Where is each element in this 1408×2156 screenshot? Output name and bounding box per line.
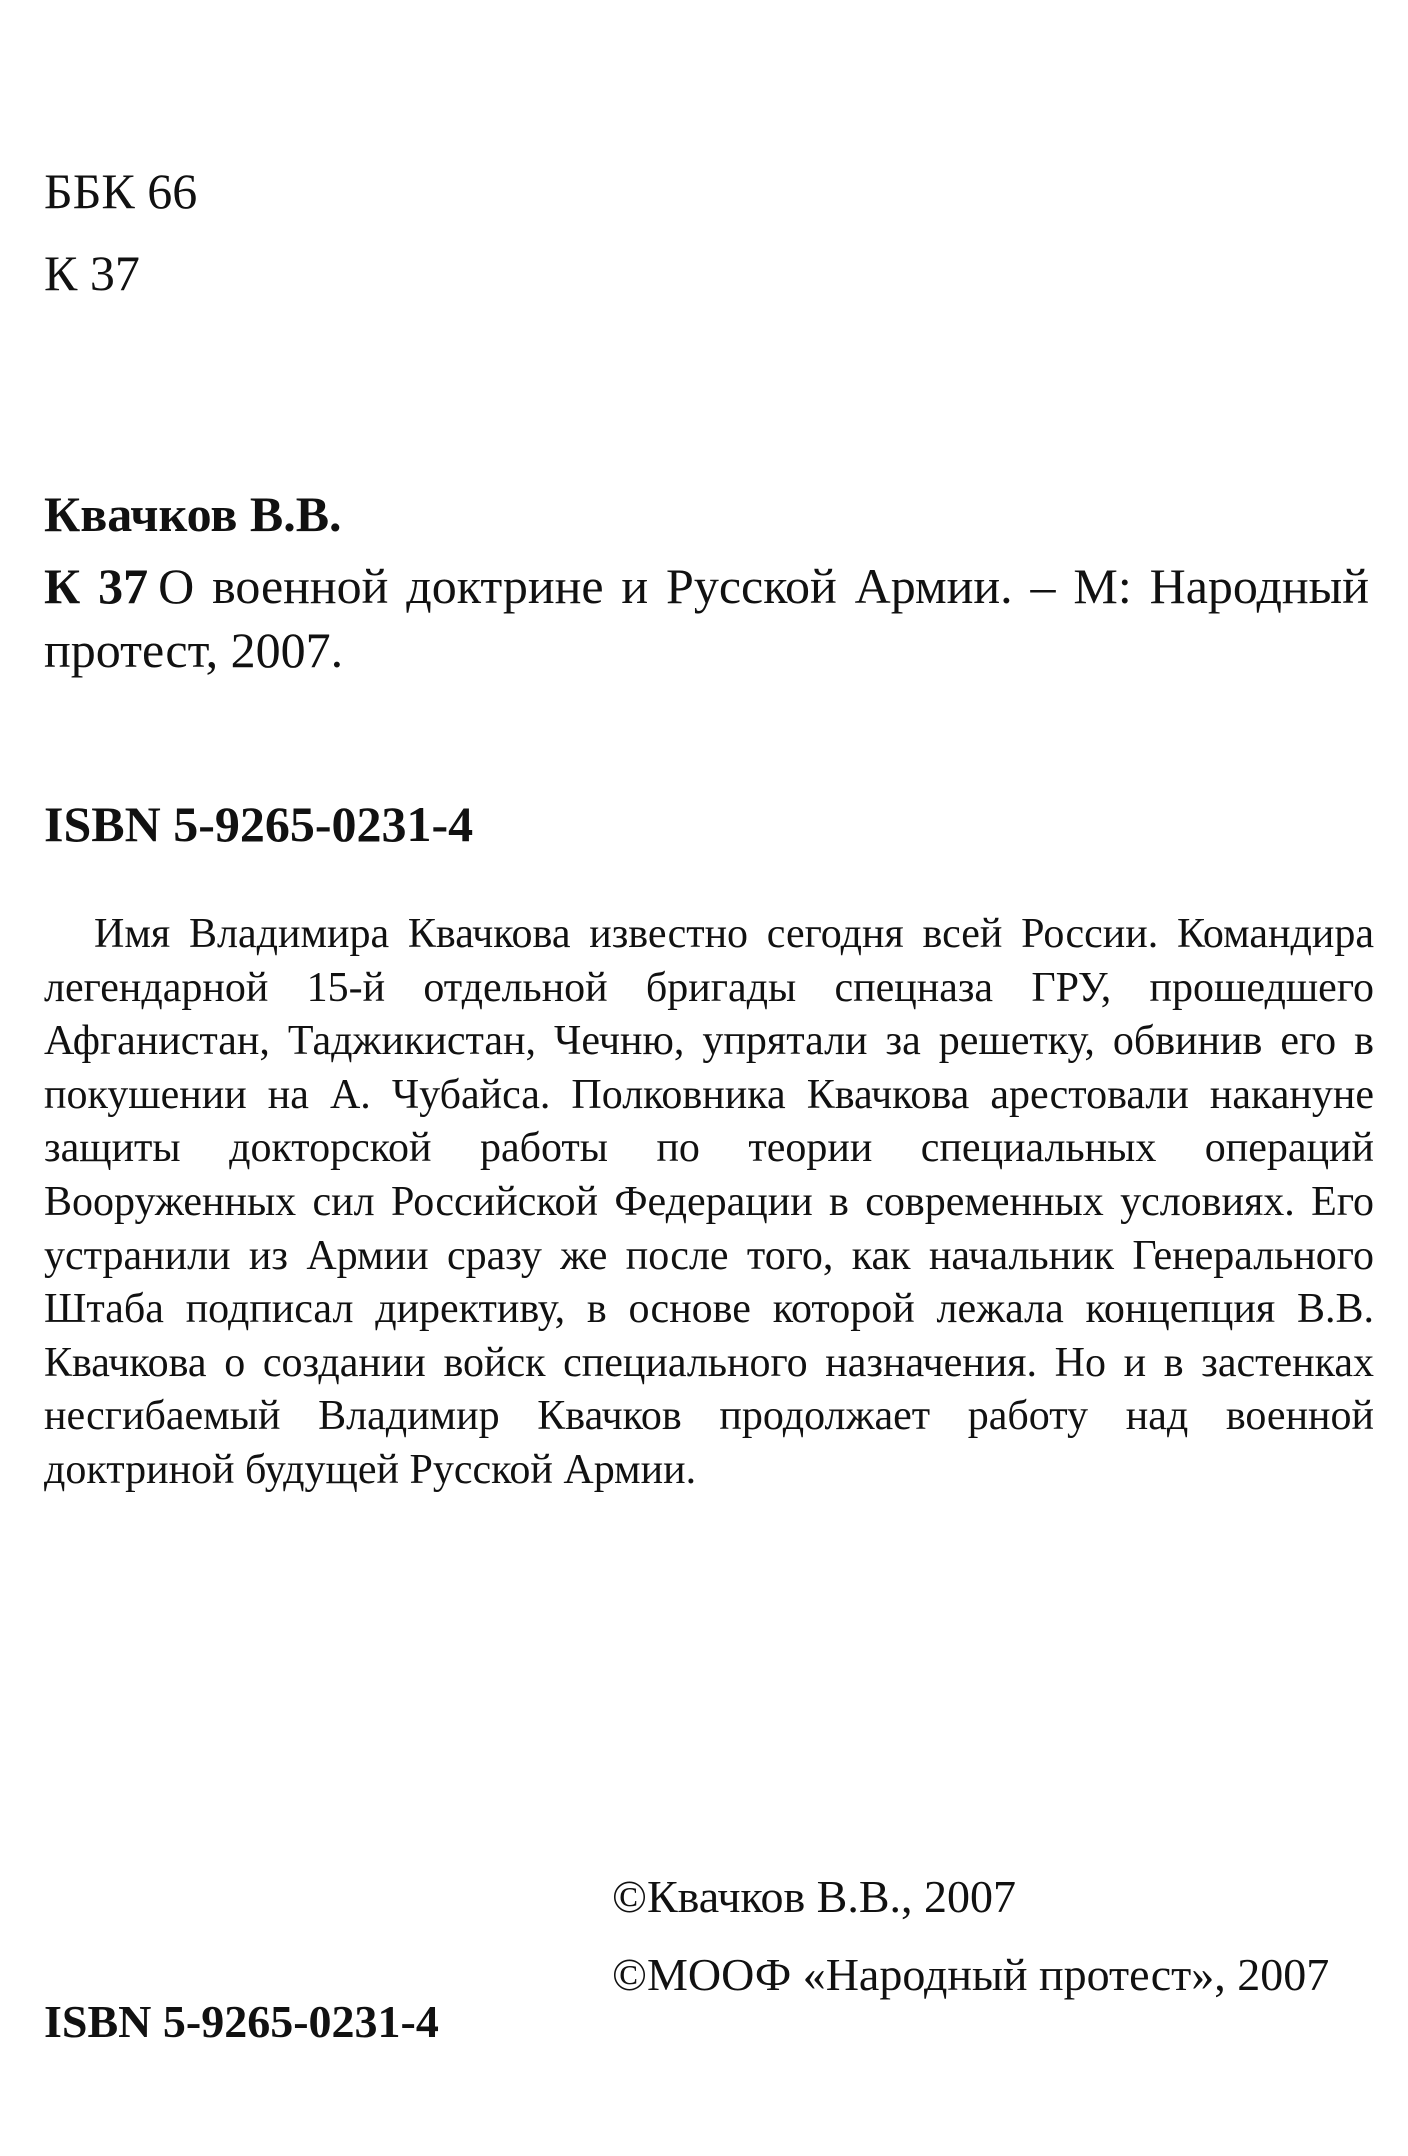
book-annotation: Имя Владимира Квачкова известно сегодня всей России. Командира легендарной 15-й отдельной бригады спецназа ГРУ, прошедшего Афганистан, Таджикистан, Чечню, упрятали за решетку, обвинив его в покушении на А. Чубайса. Полковника Квачкова арестовали накануне защиты докторской работы по теории специальных операций Вооруженных сил Российской Федерации в современных условиях. Его устранили из Армии сразу же после того, как начальник Генерального Штаба подписал директиву, в основе которой лежала концепция В.В. Квачкова о создании войск специального назначения. Но и в застенках несгибаемый Владимир Квачков продолжает работу над военной доктриной будущей Русской Армии. [44,911,1374,1493]
copyright-block [612,1858,1329,2014]
bibliographic-record [44,482,1369,682]
copyright-publisher: ©МООФ «Народный протест», 2007 [612,1949,1330,2000]
author-name: Квачков В.В. [44,486,342,542]
entry-description: О военной доктрине и Русской Армии. – М: Народный протест, 2007. [44,558,1369,678]
classification-block [44,150,197,314]
author-mark: К 37 [44,245,140,301]
bbk-index: ББК 66 [44,163,198,219]
entry-code: К 37 [44,558,149,614]
bibliographic-entry [44,554,1369,682]
copyright-author: ©Квачков В.В., 2007 [612,1871,1017,1922]
isbn-footer: ISBN 5-9265-0231-4 [44,1996,439,2047]
isbn-heading: ISBN 5-9265-0231-4 [44,796,474,852]
